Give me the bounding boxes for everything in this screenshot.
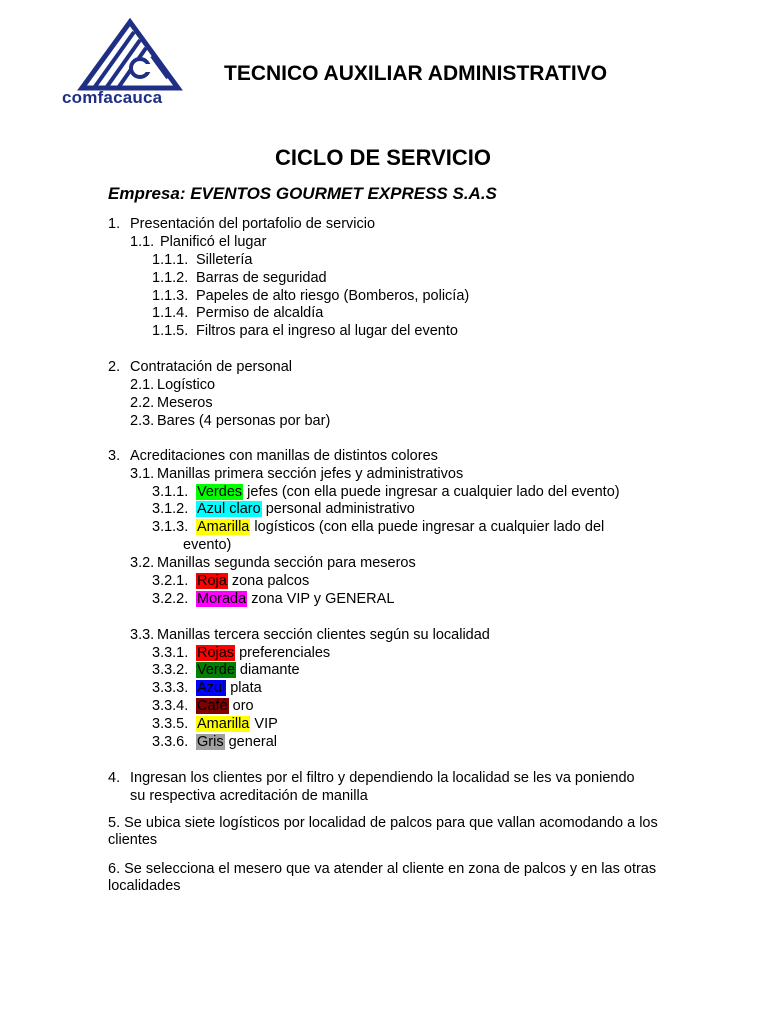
list-item: Roja zona palcos [197,573,310,589]
list-item-number: 2.3. [130,413,155,429]
section-2-title: Contratación de personal [130,359,293,375]
logo-text: comfacauca [62,88,163,107]
section-4-number: 4. [108,770,121,786]
list-item-number: 3.1.2. [152,501,189,517]
list-item: Logístico [157,377,216,393]
document-title: CICLO DE SERVICIO [275,145,491,170]
color-highlight: Verdes [197,484,243,500]
list-item: Meseros [157,395,213,411]
list-item: Gris general [197,734,277,750]
company-name: Empresa: EVENTOS GOURMET EXPRESS S.A.S [108,184,497,203]
list-item: Azul claro personal administrativo [197,501,415,517]
list-item-number: 3.1.1. [152,484,189,500]
list-item: Filtros para el ingreso al lugar del evento [196,323,458,339]
section-3-3-title: Manillas tercera sección clientes según su localidad [157,627,490,643]
list-item: Bares (4 personas por bar) [157,413,331,429]
list-item-number: 3.3.6. [152,734,189,750]
list-item: Amarilla VIP [197,716,278,732]
section-1-1-number: 1.1. [130,234,155,250]
list-item-number: 1.1.1. [152,252,189,268]
list-item-number: 3.3.4. [152,698,189,714]
color-highlight: Azul claro [197,501,261,517]
list-item-number: 1.1.4. [152,305,189,321]
list-item-number: 3.3.1. [152,645,189,661]
color-highlight: Café [197,698,228,714]
list-item: Barras de seguridad [196,270,327,286]
list-item-number: 1.1.5. [152,323,189,339]
list-item: Rojas preferenciales [197,645,331,661]
section-3-1-number: 3.1. [130,466,155,482]
list-item: Amarilla logísticos (con ella puede ingresar a cualquier lado del [197,519,605,535]
list-item-number: 2.1. [130,377,155,393]
section-3-2-title: Manillas segunda sección para meseros [157,555,416,571]
color-highlight: Morada [197,591,247,607]
section-4-line-1: Ingresan los clientes por el filtro y dependiendo la localidad se les va poniendo [130,770,635,786]
list-item-number: 3.3.5. [152,716,189,732]
list-item: Permiso de alcaldía [196,305,324,321]
list-item-number: 3.3.2. [152,662,189,678]
list-item: Papeles de alto riesgo (Bomberos, policía) [196,288,470,304]
section-3-1-title: Manillas primera sección jefes y administrativos [157,466,464,482]
section-1-1-title: Planificó el lugar [160,234,267,250]
paragraph-5: 5. Se ubica siete logísticos por localidad de palcos para que vallan acomodando a los clientes [108,815,658,848]
list-item-number: 1.1.2. [152,270,189,286]
header-title: TECNICO AUXILIAR ADMINISTRATIVO [224,62,608,85]
list-item: Morada zona VIP y GENERAL [197,591,395,607]
section-3-title: Acreditaciones con manillas de distintos colores [130,448,438,464]
section-3-3-number: 3.3. [130,627,155,643]
color-highlight: Gris [197,734,224,750]
color-highlight: Azul [197,680,226,696]
list-item-number: 3.2.2. [152,591,189,607]
color-highlight: Verde [197,662,235,678]
section-3-2-number: 3.2. [130,555,155,571]
color-highlight: Rojas [197,645,235,661]
list-item: Verde diamante [197,662,300,678]
list-item-continuation: evento) [183,537,232,553]
section-2-number: 2. [108,359,121,375]
paragraph-6: 6. Se selecciona el mesero que va atender al cliente en zona de palcos y en las otras localidades [108,861,657,894]
section-3-number: 3. [108,448,121,464]
section-1-number: 1. [108,216,121,232]
list-item: Verdes jefes (con ella puede ingresar a cualquier lado del evento) [197,484,620,500]
list-item-number: 2.2. [130,395,155,411]
section-1-title: Presentación del portafolio de servicio [130,216,376,232]
list-item: Café oro [197,698,254,714]
list-item: Silletería [196,252,253,268]
list-item-number: 3.1.3. [152,519,189,535]
list-item-number: 3.2.1. [152,573,189,589]
color-highlight: Amarilla [197,519,250,535]
color-highlight: Amarilla [197,716,250,732]
section-4-line-2: su respectiva acreditación de manilla [130,788,368,804]
list-item: Azul plata [197,680,262,696]
list-item-number: 1.1.3. [152,288,189,304]
color-highlight: Roja [197,573,227,589]
list-item-number: 3.3.3. [152,680,189,696]
